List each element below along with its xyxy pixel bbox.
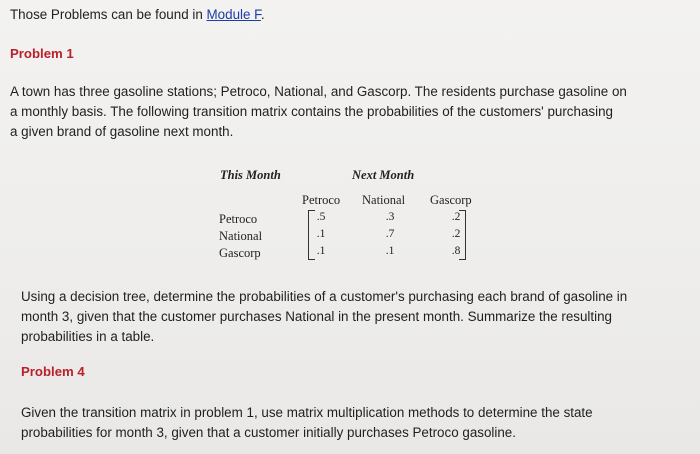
question-line-1: Using a decision tree, determine the probabilities of a customer's purchasing each brand of gasoline in [21, 289, 628, 304]
module-f-link[interactable]: Module F [206, 7, 261, 22]
matrix-row-national: National [219, 229, 263, 243]
intro-suffix: . [260, 7, 265, 22]
problem-1-line-3: a given brand of gasoline next month. [10, 124, 234, 139]
matrix-cell: .3 [385, 211, 395, 223]
question-line-2: month 3, given that the customer purchases National in the present month. Summarize the resulting [21, 309, 612, 324]
matrix-col-gascorp: Gascorp [430, 193, 472, 207]
problem-1-heading: Problem 1 [10, 46, 74, 61]
problem-4-line-1: Given the transition matrix in problem 1, use matrix multiplication methods to determine the state [21, 405, 593, 420]
intro-text: Those Problems can be found in [10, 7, 207, 22]
problem-1-line-1: A town has three gasoline stations; Petroco, National, and Gascorp. The residents purchase gasoline on [10, 84, 627, 99]
matrix-row-petroco: Petroco [219, 212, 258, 226]
problem-1-line-2: a monthly basis. The following transition matrix contains the probabilities of the customers' purchasing [10, 104, 613, 119]
matrix-cell: .1 [385, 245, 395, 257]
matrix-cell: .2 [451, 228, 461, 240]
matrix-cell: .1 [316, 245, 326, 257]
matrix-col-national: National [362, 193, 406, 207]
matrix-row-header: This Month [220, 168, 281, 182]
matrix-cell: .7 [385, 228, 395, 240]
matrix-cell: .1 [316, 228, 326, 240]
matrix-row-gascorp: Gascorp [219, 246, 261, 260]
matrix-cell: .5 [316, 211, 326, 223]
question-line-3: probabilities in a table. [21, 329, 155, 344]
problem-4-heading: Problem 4 [21, 364, 85, 379]
matrix-col-petroco: Petroco [302, 193, 341, 207]
matrix-cell: .2 [451, 211, 461, 223]
problem-4-line-2: probabilities for month 3, given that a customer initially purchases Petroco gasoline. [21, 425, 516, 440]
intro-line [10, 5, 265, 25]
matrix-cell: .8 [451, 245, 461, 257]
matrix-col-header: Next Month [352, 168, 415, 182]
